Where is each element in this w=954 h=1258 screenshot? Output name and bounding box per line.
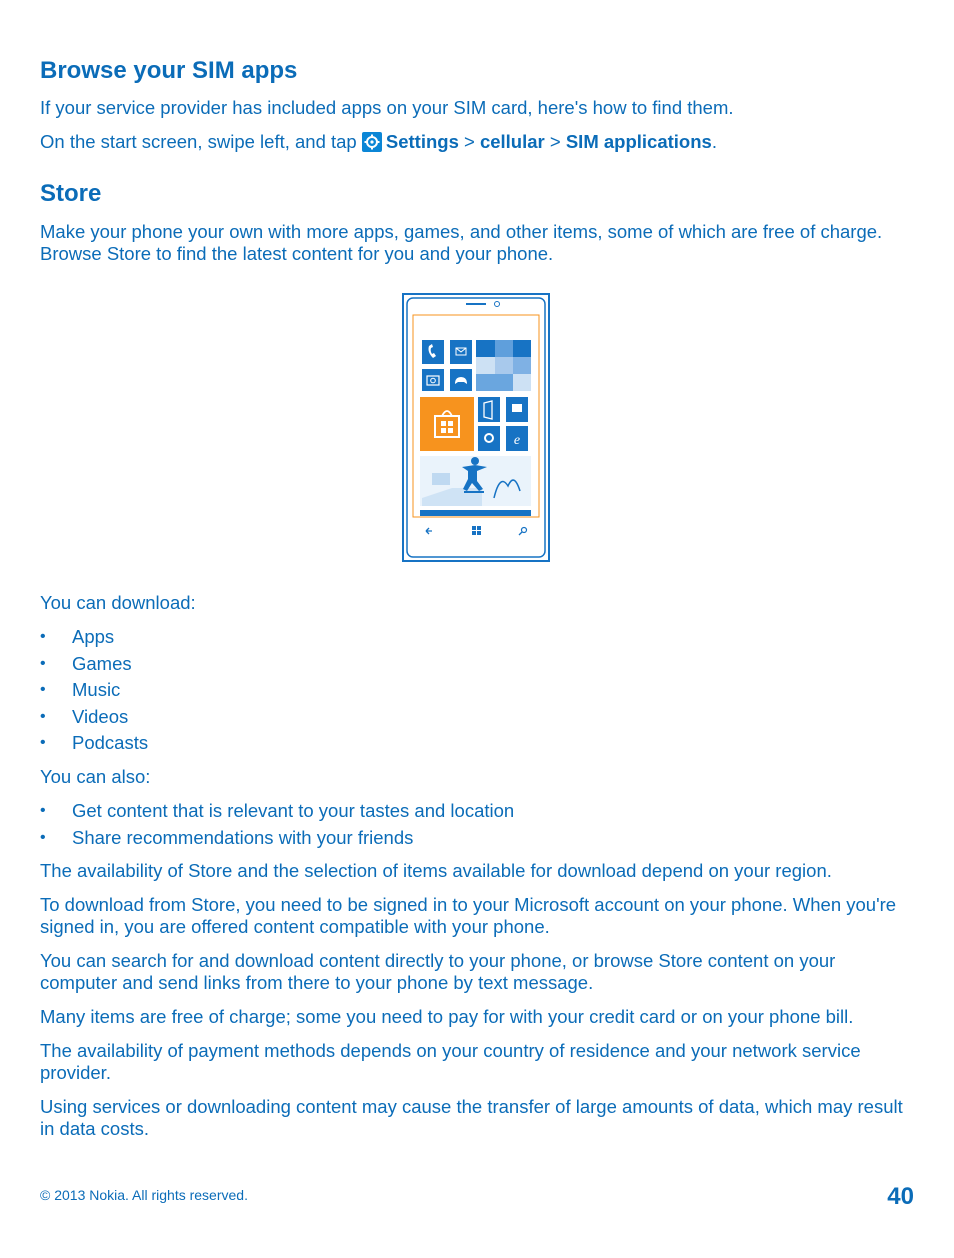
phone-illustration	[402, 293, 550, 563]
svg-text:e: e	[513, 433, 521, 448]
period: .	[711, 131, 717, 152]
cellular-label: cellular	[479, 131, 545, 152]
download-intro: You can download:	[40, 592, 196, 613]
gear-icon	[362, 132, 382, 152]
page-number: 40	[887, 1183, 914, 1210]
sim-instr-prefix: On the start screen, swipe left, and tap	[40, 131, 357, 152]
list-item: • Games	[40, 651, 916, 678]
sim-intro: If your service provider has included apps on your SIM card, here's how to find them.	[40, 97, 734, 118]
list-item: • Music	[40, 677, 916, 704]
paragraph-search: You can search for and download content directly to your phone, or browse Store content on your computer and send links from there to your phone by text message.	[40, 950, 836, 993]
section-title-store: Store	[40, 180, 102, 207]
separator: >	[464, 131, 475, 152]
also-list	[40, 798, 916, 851]
list-item: • Videos	[40, 704, 916, 731]
store-intro: Make your phone your own with more apps, games, and other items, some of which are free of charge. Browse Store to find the latest content for you and your phone.	[40, 221, 883, 264]
list-item: • Get content that is relevant to your tastes and location	[40, 798, 916, 825]
paragraph-payment: The availability of payment methods depends on your country of residence and your network service provider.	[40, 1040, 861, 1083]
section-title-sim-apps: Browse your SIM apps	[40, 57, 298, 84]
paragraph-data-costs: Using services or downloading content may cause the transfer of large amounts of data, which may result in data costs.	[40, 1096, 903, 1139]
separator: >	[549, 131, 561, 152]
list-item: • Apps	[40, 624, 916, 651]
also-intro: You can also:	[40, 766, 151, 787]
copyright: © 2013 Nokia. All rights reserved.	[40, 1187, 248, 1203]
list-item: • Share recommendations with your friends	[40, 825, 916, 852]
sim-applications-label: SIM applications	[565, 131, 712, 152]
list-item: • Podcasts	[40, 730, 916, 757]
download-list	[40, 624, 916, 757]
settings-label: Settings	[385, 131, 459, 152]
sim-instructions	[40, 131, 916, 153]
paragraph-free-items: Many items are free of charge; some you need to pay for with your credit card or on your phone bill.	[40, 1006, 854, 1027]
paragraph-sign-in: To download from Store, you need to be signed in to your Microsoft account on your phone. When you're signed in, you are offered content compatible with your phone.	[40, 894, 897, 937]
paragraph-availability: The availability of Store and the selection of items available for download depend on your region.	[40, 860, 832, 881]
